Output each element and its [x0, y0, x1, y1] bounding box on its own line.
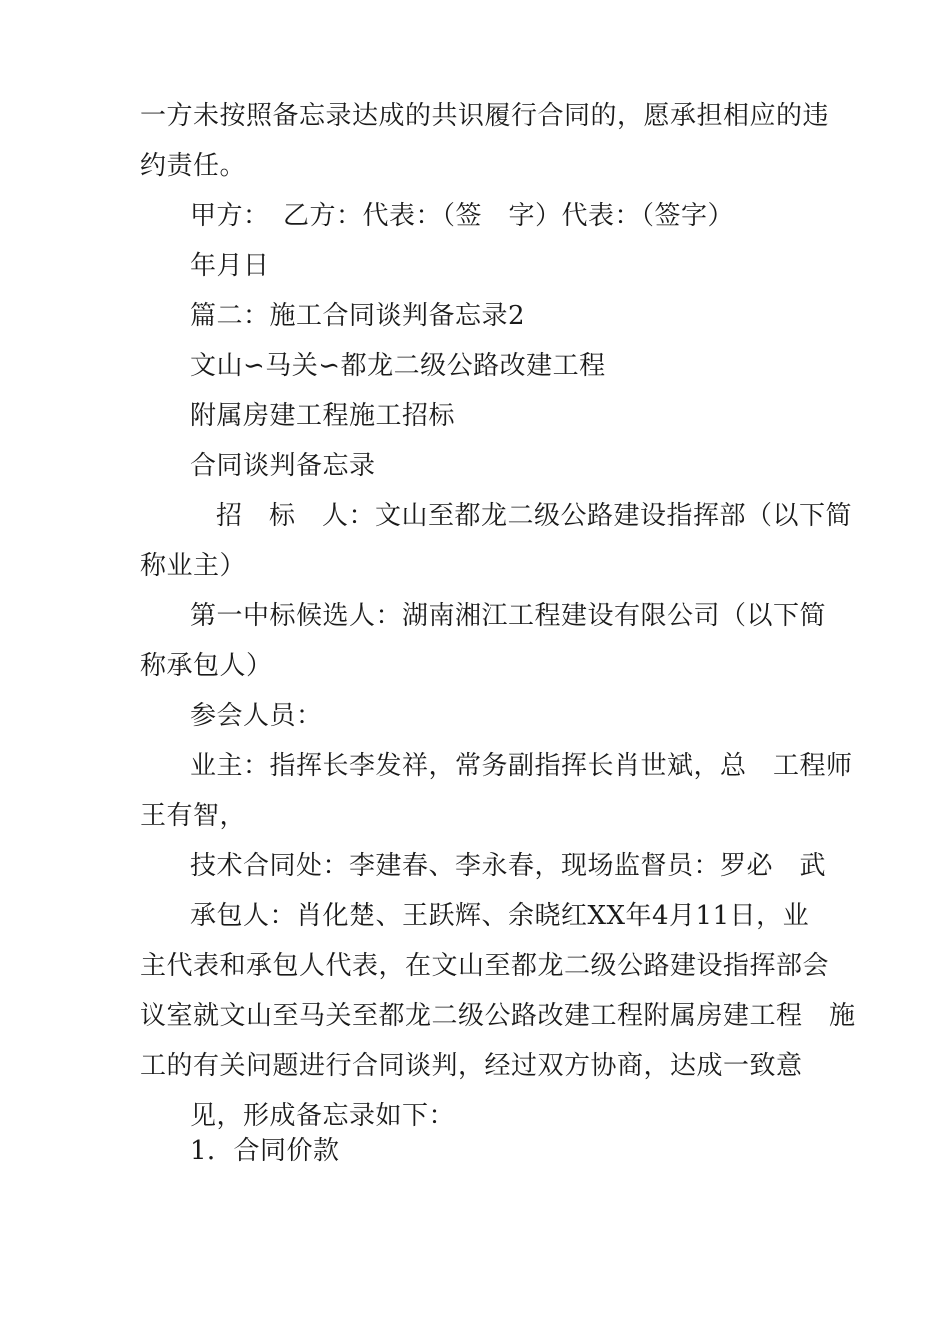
tenderer-line: 招 标 人：文山至都龙二级公路建设指挥部（以下简 [216, 501, 853, 531]
paragraph-line: 称业主） [140, 551, 247, 581]
attendees-heading: 参会人员： [190, 701, 323, 731]
contractor-line: 承包人：肖化楚、王跃辉、余晓红XX年4月11日，业 [190, 901, 810, 931]
list-item-heading: 1．合同价款 [190, 1136, 340, 1166]
candidate-line: 第一中标候选人：湖南湘江工程建设有限公司（以下简 [190, 601, 827, 631]
paragraph-line: 工的有关问题进行合同谈判，经过双方协商，达成一致意 [140, 1051, 803, 1081]
paragraph-line: 一方未按照备忘录达成的共识履行合同的，愿承担相应的违 [140, 101, 830, 131]
section-heading: 篇二：施工合同谈判备忘录2 [190, 301, 526, 331]
memo-title: 合同谈判备忘录 [190, 451, 376, 481]
project-subtitle: 附属房建工程施工招标 [190, 401, 456, 431]
paragraph-line: 王有智， [140, 801, 247, 831]
paragraph-line: 见，形成备忘录如下： [190, 1101, 456, 1131]
paragraph-line: 议室就文山至马关至都龙二级公路改建工程附属房建工程 施 [140, 1001, 856, 1031]
technical-dept-line: 技术合同处：李建春、李永春，现场监督员：罗必 武 [190, 851, 827, 881]
paragraph-line: 约责任。 [140, 151, 247, 181]
date-line: 年月日 [190, 251, 270, 281]
paragraph-line: 称承包人） [140, 651, 273, 681]
paragraph-line: 主代表和承包人代表，在文山至都龙二级公路建设指挥部会 [140, 951, 830, 981]
project-title: 文山∽马关∽都龙二级公路改建工程 [190, 351, 606, 381]
owner-attendees-line: 业主：指挥长李发祥，常务副指挥长肖世斌，总 工程师 [190, 751, 853, 781]
signature-line: 甲方： 乙方：代表：（签 字）代表：（签字） [190, 201, 735, 231]
